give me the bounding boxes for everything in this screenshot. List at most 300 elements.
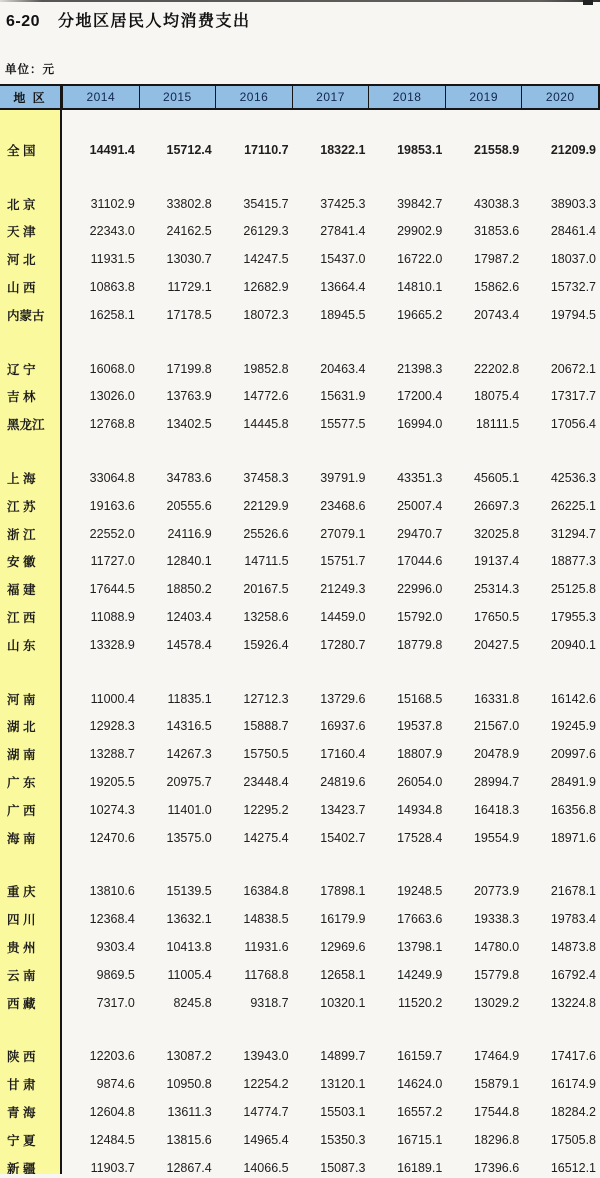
value-cell: 19137.4 bbox=[473, 554, 520, 569]
group-spacer bbox=[0, 110, 600, 136]
region-name: 吉 林 bbox=[7, 390, 36, 405]
value-cell: 43038.3 bbox=[473, 196, 520, 211]
region-name: 新 疆 bbox=[7, 1161, 36, 1174]
value-cell: 16937.6 bbox=[320, 719, 366, 734]
value-cell: 31853.6 bbox=[473, 224, 520, 239]
value-cell: 32025.8 bbox=[473, 526, 520, 541]
value-cell: 12928.3 bbox=[89, 719, 135, 734]
value-cell: 12295.2 bbox=[243, 802, 289, 817]
region-name: 西 藏 bbox=[7, 996, 36, 1011]
value-cell: 19794.5 bbox=[550, 307, 597, 322]
value-cell: 18877.3 bbox=[550, 554, 597, 569]
value-cell: 43351.3 bbox=[397, 471, 443, 486]
table-row bbox=[0, 1098, 600, 1126]
value-cell: 19665.2 bbox=[397, 307, 443, 322]
value-cell: 15087.3 bbox=[320, 1160, 366, 1174]
value-cell: 37425.3 bbox=[320, 196, 366, 211]
value-cell: 13288.7 bbox=[89, 747, 135, 762]
value-cell: 9874.6 bbox=[96, 1077, 135, 1092]
value-cell: 19554.9 bbox=[473, 830, 520, 845]
value-cell: 14267.3 bbox=[166, 747, 212, 762]
region-name: 青 海 bbox=[7, 1106, 36, 1120]
value-cell: 19338.3 bbox=[473, 912, 520, 927]
value-cell: 15712.4 bbox=[166, 142, 212, 157]
value-cell: 15350.3 bbox=[320, 1132, 366, 1147]
value-cell: 10863.8 bbox=[89, 280, 135, 295]
value-cell: 18072.3 bbox=[243, 307, 289, 322]
table-row bbox=[0, 245, 600, 273]
year-column-header: 2018 bbox=[368, 86, 445, 108]
value-cell: 17505.8 bbox=[550, 1132, 597, 1147]
value-cell: 16159.7 bbox=[397, 1049, 443, 1064]
value-cell: 18807.9 bbox=[397, 747, 443, 762]
table-row bbox=[0, 520, 600, 548]
value-cell: 16356.8 bbox=[550, 802, 597, 817]
value-cell: 12712.3 bbox=[243, 691, 289, 706]
value-cell: 16512.1 bbox=[550, 1160, 597, 1174]
value-cell: 18945.5 bbox=[320, 307, 366, 322]
value-cell: 28461.4 bbox=[550, 224, 597, 239]
region-name: 浙 江 bbox=[7, 527, 36, 542]
region-name: 全 国 bbox=[7, 143, 36, 158]
value-cell: 25314.3 bbox=[473, 582, 520, 597]
value-cell: 39791.9 bbox=[320, 471, 366, 486]
value-cell: 26225.1 bbox=[550, 498, 597, 513]
value-cell: 17200.4 bbox=[397, 389, 443, 404]
unit-label: 单位：元 bbox=[5, 64, 55, 76]
value-cell: 13224.8 bbox=[550, 995, 597, 1010]
value-cell: 9869.5 bbox=[96, 967, 135, 982]
value-cell: 14459.0 bbox=[320, 610, 366, 625]
value-cell: 17317.7 bbox=[550, 389, 597, 404]
value-cell: 13575.0 bbox=[166, 830, 212, 845]
value-cell: 13815.6 bbox=[166, 1132, 212, 1147]
value-cell: 21678.1 bbox=[550, 884, 597, 899]
region-name: 天 津 bbox=[7, 225, 36, 240]
table-row bbox=[0, 383, 600, 411]
value-cell: 19245.9 bbox=[550, 719, 597, 734]
value-cell: 13328.9 bbox=[89, 637, 135, 652]
value-cell: 12203.6 bbox=[89, 1049, 135, 1064]
value-cell: 15168.5 bbox=[397, 691, 443, 706]
value-cell: 12658.1 bbox=[320, 967, 366, 982]
region-name: 广 东 bbox=[7, 776, 36, 791]
table-row bbox=[0, 878, 600, 906]
region-name: 河 北 bbox=[7, 253, 36, 268]
value-cell: 14838.5 bbox=[243, 912, 289, 927]
value-cell: 19163.6 bbox=[89, 498, 135, 513]
value-cell: 24819.6 bbox=[320, 775, 366, 790]
table-header-row bbox=[0, 84, 600, 110]
table-row bbox=[0, 492, 600, 520]
value-cell: 17898.1 bbox=[320, 884, 366, 899]
year-column-header: 2020 bbox=[521, 86, 598, 108]
value-cell: 34783.6 bbox=[166, 471, 212, 486]
value-cell: 20427.5 bbox=[473, 637, 520, 652]
group-spacer bbox=[0, 329, 600, 355]
value-cell: 16722.0 bbox=[397, 252, 443, 267]
table-row bbox=[0, 796, 600, 824]
value-cell: 20555.6 bbox=[166, 498, 212, 513]
region-name: 安 徽 bbox=[7, 555, 36, 570]
value-cell: 10413.8 bbox=[166, 940, 212, 955]
value-cell: 10274.3 bbox=[89, 802, 135, 817]
crop-artifact-mark bbox=[583, 0, 593, 5]
table-row bbox=[0, 961, 600, 989]
value-cell: 11520.2 bbox=[398, 995, 443, 1010]
value-cell: 16418.3 bbox=[473, 802, 520, 817]
year-column-header: 2015 bbox=[139, 86, 216, 108]
value-cell: 31294.7 bbox=[550, 526, 597, 541]
value-cell: 23448.4 bbox=[243, 775, 289, 790]
value-cell: 18971.6 bbox=[550, 830, 597, 845]
value-cell: 17199.8 bbox=[166, 361, 212, 376]
value-cell: 16557.2 bbox=[397, 1105, 443, 1119]
table-row bbox=[0, 301, 600, 329]
region-name: 湖 南 bbox=[7, 748, 36, 763]
value-cell: 17110.7 bbox=[244, 142, 289, 157]
value-cell: 15792.0 bbox=[397, 610, 443, 625]
value-cell: 18779.8 bbox=[397, 637, 443, 652]
value-cell: 17044.6 bbox=[397, 554, 443, 569]
value-cell: 17178.5 bbox=[166, 307, 212, 322]
value-cell: 16994.0 bbox=[397, 417, 443, 432]
value-cell: 13258.6 bbox=[243, 610, 289, 625]
region-name: 黑龙江 bbox=[7, 418, 45, 433]
value-cell: 17280.7 bbox=[320, 637, 366, 652]
value-cell: 14772.6 bbox=[243, 389, 289, 404]
value-cell: 15926.4 bbox=[243, 637, 289, 652]
value-cell: 14711.5 bbox=[244, 554, 289, 569]
value-cell: 20672.1 bbox=[550, 361, 597, 376]
value-cell: 23468.6 bbox=[320, 498, 366, 513]
value-cell: 16179.9 bbox=[320, 912, 366, 927]
region-name: 贵 州 bbox=[7, 941, 36, 956]
value-cell: 20743.4 bbox=[473, 307, 520, 322]
value-cell: 14899.7 bbox=[320, 1049, 366, 1064]
group-spacer bbox=[0, 852, 600, 878]
value-cell: 19205.5 bbox=[89, 775, 135, 790]
table-row bbox=[0, 933, 600, 961]
value-cell: 26129.3 bbox=[243, 224, 289, 239]
value-cell: 21209.9 bbox=[550, 142, 597, 157]
value-cell: 14491.4 bbox=[89, 142, 135, 157]
value-cell: 11000.4 bbox=[90, 691, 135, 706]
value-cell: 15779.8 bbox=[473, 967, 520, 982]
value-cell: 15437.0 bbox=[320, 252, 366, 267]
value-cell: 9303.4 bbox=[96, 940, 135, 955]
value-cell: 16142.6 bbox=[550, 691, 597, 706]
value-cell: 20463.4 bbox=[320, 361, 366, 376]
value-cell: 21567.0 bbox=[473, 719, 520, 734]
value-cell: 14780.0 bbox=[473, 940, 520, 955]
value-cell: 18037.0 bbox=[550, 252, 597, 267]
value-cell: 18284.2 bbox=[550, 1105, 597, 1119]
group-spacer bbox=[0, 438, 600, 464]
value-cell: 13729.6 bbox=[320, 691, 366, 706]
value-cell: 18111.5 bbox=[475, 417, 520, 432]
value-cell: 38903.3 bbox=[550, 196, 597, 211]
value-cell: 20773.9 bbox=[473, 884, 520, 899]
value-cell: 20478.9 bbox=[473, 747, 520, 762]
value-cell: 13402.5 bbox=[166, 417, 212, 432]
value-cell: 18850.2 bbox=[166, 582, 212, 597]
group-spacer bbox=[0, 1017, 600, 1043]
region-name: 山 西 bbox=[7, 281, 36, 296]
year-column-header: 2014 bbox=[62, 86, 139, 108]
table-row bbox=[0, 905, 600, 933]
table-row bbox=[0, 631, 600, 659]
value-cell: 16189.1 bbox=[397, 1160, 443, 1174]
table-row bbox=[0, 603, 600, 631]
value-cell: 24162.5 bbox=[166, 224, 212, 239]
value-cell: 14275.4 bbox=[243, 830, 289, 845]
value-cell: 18322.1 bbox=[320, 142, 366, 157]
value-cell: 11835.1 bbox=[167, 691, 212, 706]
region-name: 宁 夏 bbox=[7, 1133, 36, 1148]
region-name: 云 南 bbox=[7, 968, 36, 983]
value-cell: 14445.8 bbox=[243, 417, 289, 432]
value-cell: 21398.3 bbox=[397, 361, 443, 376]
value-cell: 17663.6 bbox=[397, 912, 443, 927]
value-cell: 11903.7 bbox=[90, 1160, 135, 1174]
value-cell: 14965.4 bbox=[243, 1132, 289, 1147]
value-cell: 19853.1 bbox=[397, 142, 443, 157]
value-cell: 8245.8 bbox=[173, 995, 212, 1010]
value-cell: 28491.9 bbox=[550, 775, 597, 790]
region-name: 山 东 bbox=[7, 638, 36, 653]
value-cell: 16792.4 bbox=[550, 967, 597, 982]
value-cell: 16174.9 bbox=[550, 1077, 597, 1092]
value-cell: 15862.6 bbox=[473, 280, 520, 295]
table-body bbox=[0, 110, 600, 1174]
value-cell: 12604.8 bbox=[89, 1105, 135, 1119]
table-title bbox=[6, 8, 251, 31]
value-cell: 33064.8 bbox=[89, 471, 135, 486]
value-cell: 37458.3 bbox=[243, 471, 289, 486]
value-cell: 13798.1 bbox=[397, 940, 443, 955]
region-name: 江 苏 bbox=[7, 499, 36, 514]
value-cell: 17955.3 bbox=[550, 610, 597, 625]
value-cell: 15577.5 bbox=[320, 417, 366, 432]
region-name: 陕 西 bbox=[7, 1050, 36, 1065]
value-cell: 15503.1 bbox=[320, 1105, 366, 1119]
value-cell: 17528.4 bbox=[397, 830, 443, 845]
value-cell: 17987.2 bbox=[473, 252, 520, 267]
data-table bbox=[0, 84, 600, 1178]
value-cell: 13632.1 bbox=[166, 912, 212, 927]
value-cell: 14578.4 bbox=[166, 637, 212, 652]
value-cell: 17417.6 bbox=[550, 1049, 597, 1064]
region-column-header: 地 区 bbox=[0, 86, 62, 108]
value-cell: 45605.1 bbox=[473, 471, 520, 486]
value-cell: 15879.1 bbox=[473, 1077, 520, 1092]
value-cell: 15732.7 bbox=[550, 280, 597, 295]
value-cell: 13763.9 bbox=[166, 389, 212, 404]
value-cell: 20975.7 bbox=[166, 775, 212, 790]
value-cell: 15402.7 bbox=[320, 830, 366, 845]
region-name: 北 京 bbox=[7, 197, 36, 212]
value-cell: 13030.7 bbox=[166, 252, 212, 267]
value-cell: 25125.8 bbox=[550, 582, 597, 597]
value-cell: 14934.8 bbox=[397, 802, 443, 817]
value-cell: 14873.8 bbox=[550, 940, 597, 955]
value-cell: 16258.1 bbox=[89, 307, 135, 322]
value-cell: 15139.5 bbox=[166, 884, 212, 899]
value-cell: 17396.6 bbox=[473, 1160, 520, 1174]
value-cell: 26697.3 bbox=[473, 498, 520, 513]
value-cell: 13026.0 bbox=[89, 389, 135, 404]
value-cell: 12368.4 bbox=[89, 912, 135, 927]
table-row bbox=[0, 1154, 600, 1174]
value-cell: 11931.5 bbox=[90, 252, 135, 267]
value-cell: 20167.5 bbox=[243, 582, 289, 597]
value-cell: 13664.4 bbox=[320, 280, 366, 295]
group-spacer bbox=[0, 164, 600, 190]
value-cell: 11729.1 bbox=[167, 280, 212, 295]
table-title-text: 分地区居民人均消费支出 bbox=[58, 13, 251, 30]
table-row bbox=[0, 218, 600, 246]
value-cell: 17464.9 bbox=[473, 1049, 520, 1064]
value-cell: 15888.7 bbox=[243, 719, 289, 734]
table-row bbox=[0, 740, 600, 768]
value-cell: 25526.6 bbox=[243, 526, 289, 541]
value-cell: 13423.7 bbox=[320, 802, 366, 817]
table-row bbox=[0, 464, 600, 492]
value-cell: 17644.5 bbox=[89, 582, 135, 597]
value-cell: 19248.5 bbox=[397, 884, 443, 899]
value-cell: 14066.5 bbox=[243, 1160, 289, 1174]
region-name: 广 西 bbox=[7, 803, 36, 818]
value-cell: 14249.9 bbox=[397, 967, 443, 982]
value-cell: 11768.8 bbox=[244, 967, 289, 982]
value-cell: 10950.8 bbox=[166, 1077, 212, 1092]
value-cell: 35415.7 bbox=[243, 196, 289, 211]
table-row bbox=[0, 548, 600, 576]
value-cell: 11401.0 bbox=[167, 802, 212, 817]
value-cell: 10320.1 bbox=[320, 995, 366, 1010]
value-cell: 14810.1 bbox=[397, 280, 443, 295]
value-cell: 22996.0 bbox=[397, 582, 443, 597]
table-row bbox=[0, 575, 600, 603]
value-cell: 12484.5 bbox=[89, 1132, 135, 1147]
value-cell: 19537.8 bbox=[397, 719, 443, 734]
value-cell: 26054.0 bbox=[397, 775, 443, 790]
region-name: 上 海 bbox=[7, 472, 36, 487]
value-cell: 12969.6 bbox=[320, 940, 366, 955]
value-cell: 14774.7 bbox=[243, 1105, 289, 1119]
value-cell: 14316.5 bbox=[166, 719, 212, 734]
value-cell: 20997.6 bbox=[550, 747, 597, 762]
value-cell: 13029.2 bbox=[473, 995, 520, 1010]
value-cell: 31102.9 bbox=[90, 196, 135, 211]
value-cell: 19852.8 bbox=[243, 361, 289, 376]
value-cell: 12840.1 bbox=[166, 554, 212, 569]
value-cell: 9318.7 bbox=[250, 995, 289, 1010]
value-cell: 29902.9 bbox=[397, 224, 443, 239]
table-row bbox=[0, 355, 600, 383]
value-cell: 15751.7 bbox=[320, 554, 366, 569]
region-name: 甘 肃 bbox=[7, 1078, 36, 1093]
value-cell: 19783.4 bbox=[550, 912, 597, 927]
value-cell: 18075.4 bbox=[473, 389, 520, 404]
table-number: 6-20 bbox=[6, 13, 41, 30]
value-cell: 22343.0 bbox=[89, 224, 135, 239]
group-spacer bbox=[0, 659, 600, 685]
value-cell: 16331.8 bbox=[473, 691, 520, 706]
value-cell: 16068.0 bbox=[89, 361, 135, 376]
value-cell: 17056.4 bbox=[550, 417, 597, 432]
value-cell: 20940.1 bbox=[550, 637, 597, 652]
table-row bbox=[0, 713, 600, 741]
value-cell: 12768.8 bbox=[89, 417, 135, 432]
table-row bbox=[0, 136, 600, 164]
region-name: 江 西 bbox=[7, 611, 36, 626]
value-cell: 11088.9 bbox=[90, 610, 135, 625]
year-column-header: 2019 bbox=[445, 86, 522, 108]
value-cell: 14624.0 bbox=[397, 1077, 443, 1092]
value-cell: 15631.9 bbox=[320, 389, 366, 404]
table-row bbox=[0, 989, 600, 1017]
value-cell: 22129.9 bbox=[243, 498, 289, 513]
value-cell: 11727.0 bbox=[90, 554, 135, 569]
value-cell: 13120.1 bbox=[320, 1077, 366, 1092]
region-name: 四 川 bbox=[7, 913, 36, 928]
value-cell: 17650.5 bbox=[473, 610, 520, 625]
value-cell: 39842.7 bbox=[397, 196, 443, 211]
value-cell: 27841.4 bbox=[320, 224, 366, 239]
value-cell: 13087.2 bbox=[166, 1049, 212, 1064]
table-row bbox=[0, 1043, 600, 1071]
region-name: 重 庆 bbox=[7, 885, 36, 900]
value-cell: 15750.5 bbox=[243, 747, 289, 762]
value-cell: 28994.7 bbox=[473, 775, 520, 790]
value-cell: 21249.3 bbox=[320, 582, 366, 597]
table-row bbox=[0, 1126, 600, 1154]
value-cell: 13611.3 bbox=[167, 1105, 212, 1119]
value-cell: 12254.2 bbox=[243, 1077, 289, 1092]
year-column-header: 2017 bbox=[292, 86, 369, 108]
region-name: 福 建 bbox=[7, 583, 36, 598]
value-cell: 12867.4 bbox=[166, 1160, 212, 1174]
value-cell: 16715.1 bbox=[397, 1132, 443, 1147]
value-cell: 29470.7 bbox=[397, 526, 443, 541]
table-row bbox=[0, 410, 600, 438]
value-cell: 11005.4 bbox=[167, 967, 212, 982]
region-name: 湖 北 bbox=[7, 720, 36, 735]
year-column-header: 2016 bbox=[215, 86, 292, 108]
value-cell: 12403.4 bbox=[166, 610, 212, 625]
value-cell: 17544.8 bbox=[473, 1105, 520, 1119]
region-name: 河 南 bbox=[7, 692, 36, 707]
table-row bbox=[0, 685, 600, 713]
value-cell: 33802.8 bbox=[166, 196, 212, 211]
crop-artifact-line bbox=[0, 0, 600, 2]
value-cell: 27079.1 bbox=[320, 526, 366, 541]
region-name: 辽 宁 bbox=[7, 362, 36, 377]
value-cell: 22552.0 bbox=[89, 526, 135, 541]
value-cell: 18296.8 bbox=[473, 1132, 520, 1147]
value-cell: 21558.9 bbox=[473, 142, 520, 157]
table-row bbox=[0, 273, 600, 301]
value-cell: 42536.3 bbox=[550, 471, 597, 486]
table-row bbox=[0, 190, 600, 218]
value-cell: 13943.0 bbox=[243, 1049, 289, 1064]
region-name: 内蒙古 bbox=[7, 308, 45, 323]
value-cell: 16384.8 bbox=[243, 884, 289, 899]
value-cell: 22202.8 bbox=[473, 361, 520, 376]
table-row bbox=[0, 1070, 600, 1098]
